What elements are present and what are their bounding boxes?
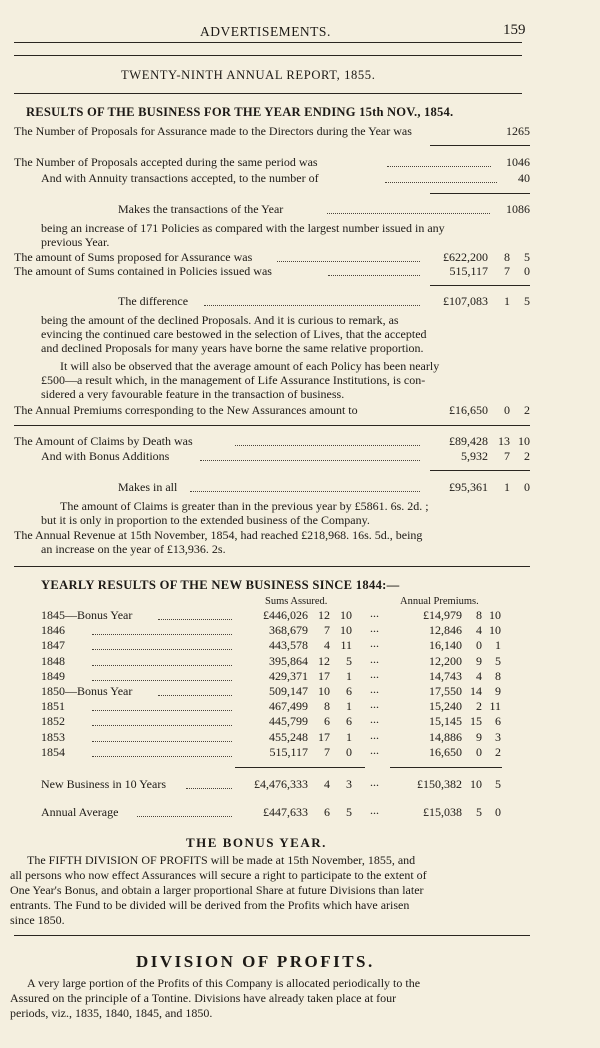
annuity-value: 40	[518, 171, 530, 185]
difference-pounds: £107,083	[443, 294, 488, 308]
average-para-line: It will also be observed that the average amount of each Policy has been nearly	[60, 359, 440, 373]
row-sums-shillings: 10	[318, 684, 330, 698]
row-premiums: 14,886	[429, 730, 462, 744]
ellipsis: ...	[370, 606, 379, 620]
claims-death-pence: 10	[518, 434, 530, 448]
average-para-line: sidered a very favourable feature in the transaction of business.	[41, 387, 345, 401]
transactions-value: 1086	[506, 202, 530, 216]
row-sums-shillings: 17	[318, 669, 330, 683]
row-sums-pence: 11	[340, 638, 352, 652]
leader-dots	[204, 305, 420, 306]
bonus-para-line: entrants. The Fund to be divided will be derived from the Profits which have arisen	[10, 898, 410, 912]
row-sums: 467,499	[269, 699, 308, 713]
revenue-para-line: an increase on the year of £13,936. 2s.	[41, 542, 226, 556]
leader-dots	[92, 649, 232, 650]
row-sums-shillings: 12	[318, 608, 330, 622]
row-prem-shillings: 4	[476, 669, 482, 683]
leader-dots	[92, 634, 232, 635]
row-year: 1846	[41, 623, 65, 637]
row-sums-pence: 5	[346, 654, 352, 668]
row-sums-shillings: 8	[324, 699, 330, 713]
sums-issued-label: The amount of Sums contained in Policies issued was	[14, 264, 272, 278]
leader-dots	[158, 619, 232, 620]
row-year: 1849	[41, 669, 65, 683]
division-para-line: A very large portion of the Profits of this Company is allocated periodically to the	[27, 976, 421, 990]
leader-dots	[92, 710, 232, 711]
difference-label: The difference	[118, 294, 189, 308]
row-prem-pence: 9	[495, 684, 501, 698]
annual-premiums-label: The Annual Premiums corresponding to the New Assurances amount to	[14, 403, 358, 417]
claims-death-shillings: 13	[498, 434, 510, 448]
sum-rule	[430, 285, 530, 286]
row-premiums: 12,846	[429, 623, 462, 637]
total-sums-s: 4	[324, 777, 330, 791]
average-prem-d: 0	[495, 805, 501, 819]
row-year: 1854	[41, 745, 65, 759]
row-sums-pence: 10	[340, 608, 352, 622]
row-prem-shillings: 0	[476, 638, 482, 652]
row-sums-shillings: 12	[318, 654, 330, 668]
sum-rule	[430, 145, 530, 146]
average-premiums: £15,038	[423, 805, 462, 819]
row-sums: 445,799	[269, 714, 308, 728]
bonus-additions-pence: 2	[524, 449, 530, 463]
row-sums: £446,026	[263, 608, 308, 622]
ellipsis: ...	[370, 667, 379, 681]
sums-proposed-pounds: £622,200	[443, 250, 488, 264]
sum-rule	[430, 193, 530, 194]
leader-dots	[92, 741, 232, 742]
row-sums: 509,147	[269, 684, 308, 698]
row-sums-shillings: 4	[324, 638, 330, 652]
leader-dots	[200, 460, 420, 461]
makes-in-all-shillings: 1	[504, 480, 510, 494]
ellipsis: ...	[370, 636, 379, 650]
section-rule	[14, 566, 530, 567]
difference-pence: 5	[524, 294, 530, 308]
row-sums-pence: 6	[346, 714, 352, 728]
bonus-additions-pounds: 5,932	[461, 449, 488, 463]
makes-in-all-label: Makes in all	[118, 480, 178, 494]
page-number: 159	[503, 22, 526, 38]
total-sums: £4,476,333	[254, 777, 308, 791]
row-prem-pence: 6	[495, 714, 501, 728]
leader-dots	[277, 261, 420, 262]
ellipsis: ...	[370, 712, 379, 726]
ellipsis: ...	[370, 775, 379, 789]
sums-issued-shillings: 7	[504, 264, 510, 278]
claims-death-pounds: £89,428	[449, 434, 488, 448]
row-prem-pence: 2	[495, 745, 501, 759]
row-sums: 368,679	[269, 623, 308, 637]
row-sums-pence: 6	[346, 684, 352, 698]
row-year: 1852	[41, 714, 65, 728]
row-sums-pence: 0	[346, 745, 352, 759]
average-sums: £447,633	[263, 805, 308, 819]
row-sums-shillings: 6	[324, 714, 330, 728]
total-label: New Business in 10 Years	[41, 777, 167, 791]
row-premiums: 14,743	[429, 669, 462, 683]
row-premiums: 15,240	[429, 699, 462, 713]
total-prem-s: 10	[470, 777, 482, 791]
bonus-para-line: all persons who now effect Assurances will secure a right to participate to the extent of	[10, 868, 427, 882]
proposals-accepted-label: The Number of Proposals accepted during the same period was	[14, 155, 318, 169]
row-prem-pence: 11	[489, 699, 501, 713]
section-rule	[14, 935, 530, 936]
average-sums-s: 6	[324, 805, 330, 819]
row-sums-shillings: 7	[324, 623, 330, 637]
claims-death-label: The Amount of Claims by Death was	[14, 434, 193, 448]
row-premiums: 17,550	[429, 684, 462, 698]
revenue-para-line: The Annual Revenue at 15th November, 1854, had reached £218,968. 16s. 5d., being	[14, 528, 423, 542]
declined-para-line: evincing the continued care bestowed in the selection of Lives, that the accepted	[41, 327, 427, 341]
average-prem-s: 5	[476, 805, 482, 819]
bonus-para-line: since 1850.	[10, 913, 65, 927]
row-prem-shillings: 14	[470, 684, 482, 698]
leader-dots	[92, 665, 232, 666]
leader-dots	[190, 491, 420, 492]
row-sums-pence: 1	[346, 730, 352, 744]
row-sums-shillings: 7	[324, 745, 330, 759]
row-prem-pence: 3	[495, 730, 501, 744]
average-sums-d: 5	[346, 805, 352, 819]
leader-dots	[387, 166, 491, 167]
results-heading: RESULTS OF THE BUSINESS FOR THE YEAR ENDING 15th NOV., 1854.	[26, 105, 454, 119]
row-premiums: 12,200	[429, 654, 462, 668]
header-rule	[14, 42, 522, 43]
bonus-additions-shillings: 7	[504, 449, 510, 463]
proposals-made-label: The Number of Proposals for Assurance made to the Directors during the Year was	[14, 124, 412, 138]
bonus-para-line: One Year's Bonus, and obtain a larger proportional Share at future Divisions than later	[10, 883, 424, 897]
row-premiums: 16,650	[429, 745, 462, 759]
declined-para-line: and declined Proposals for many years have borne the same relative proportion.	[41, 341, 424, 355]
col-sums-header: Sums Assured.	[265, 596, 328, 607]
declined-para-line: being the amount of the declined Proposals. And it is curious to remark, as	[41, 313, 399, 327]
sums-proposed-shillings: 8	[504, 250, 510, 264]
annuity-label: And with Annuity transactions accepted, to the number of	[41, 171, 319, 185]
sums-issued-pounds: 515,117	[449, 264, 488, 278]
total-premiums: £150,382	[417, 777, 462, 791]
row-sums-pence: 10	[340, 623, 352, 637]
annual-premiums-pounds: £16,650	[449, 403, 488, 417]
row-prem-shillings: 9	[476, 654, 482, 668]
division-para-line: Assured on the principle of a Tontine. Divisions have already taken place at four	[10, 991, 397, 1005]
leader-dots	[92, 680, 232, 681]
leader-dots	[92, 725, 232, 726]
row-premiums: 15,145	[429, 714, 462, 728]
increase-note-line: previous Year.	[41, 235, 110, 249]
sums-proposed-pence: 5	[524, 250, 530, 264]
leader-dots	[328, 275, 420, 276]
row-year: 1853	[41, 730, 65, 744]
sum-rule	[430, 470, 530, 471]
total-sums-d: 3	[346, 777, 352, 791]
transactions-label: Makes the transactions of the Year	[118, 202, 284, 216]
ellipsis: ...	[370, 621, 379, 635]
report-title: TWENTY-NINTH ANNUAL REPORT, 1855.	[121, 68, 376, 82]
leader-dots	[235, 445, 420, 446]
leader-dots	[385, 182, 497, 183]
claims-para-line: The amount of Claims is greater than in the previous year by £5861. 6s. 2d. ;	[60, 499, 429, 513]
row-prem-shillings: 2	[476, 699, 482, 713]
ellipsis: ...	[370, 682, 379, 696]
division-para-line: periods, viz., 1835, 1840, 1845, and 1850.	[10, 1006, 213, 1020]
row-prem-shillings: 0	[476, 745, 482, 759]
row-sums: 455,248	[269, 730, 308, 744]
row-prem-pence: 5	[495, 654, 501, 668]
sums-issued-pence: 0	[524, 264, 530, 278]
leader-dots	[327, 213, 490, 214]
row-sums-shillings: 17	[318, 730, 330, 744]
increase-note-line: being an increase of 171 Policies as compared with the largest number issued in any	[41, 221, 445, 235]
ellipsis: ...	[370, 652, 379, 666]
division-heading: DIVISION OF PROFITS.	[136, 952, 375, 971]
ellipsis: ...	[370, 697, 379, 711]
claims-para-line: but it is only in proportion to the extended business of the Company.	[41, 513, 370, 527]
row-sums: 395,864	[269, 654, 308, 668]
total-prem-d: 5	[495, 777, 501, 791]
total-rule	[235, 767, 365, 768]
row-year: 1851	[41, 699, 65, 713]
row-sums: 429,371	[269, 669, 308, 683]
annual-premiums-shillings: 0	[504, 403, 510, 417]
bonus-para-line: The FIFTH DIVISION OF PROFITS will be made at 15th November, 1855, and	[27, 853, 416, 867]
yearly-heading: YEARLY RESULTS OF THE NEW BUSINESS SINCE 1844:—	[41, 578, 400, 592]
row-premiums: 16,140	[429, 638, 462, 652]
row-sums-pence: 1	[346, 699, 352, 713]
row-premiums: £14,979	[423, 608, 462, 622]
row-prem-pence: 1	[495, 638, 501, 652]
ellipsis: ...	[370, 728, 379, 742]
header-rule-2	[14, 55, 522, 56]
bonus-additions-label: And with Bonus Additions	[41, 449, 170, 463]
average-para-line: £500—a result which, in the management of Life Assurance Institutions, is con-	[41, 373, 426, 387]
row-prem-pence: 10	[489, 623, 501, 637]
difference-shillings: 1	[504, 294, 510, 308]
bonus-heading: THE BONUS YEAR.	[186, 835, 327, 850]
total-rule	[390, 767, 502, 768]
row-prem-pence: 8	[495, 669, 501, 683]
makes-in-all-pounds: £95,361	[449, 480, 488, 494]
row-year: 1850—Bonus Year	[41, 684, 133, 698]
row-prem-shillings: 15	[470, 714, 482, 728]
leader-dots	[137, 816, 232, 817]
col-premiums-header: Annual Premiums.	[400, 596, 479, 607]
section-rule	[14, 425, 530, 426]
running-header: ADVERTISEMENTS.	[200, 24, 331, 39]
row-prem-pence: 10	[489, 608, 501, 622]
proposals-accepted-value: 1046	[506, 155, 530, 169]
sums-proposed-label: The amount of Sums proposed for Assurance was	[14, 250, 253, 264]
row-year: 1848	[41, 654, 65, 668]
ellipsis: ...	[370, 743, 379, 757]
row-year: 1845—Bonus Year	[41, 608, 133, 622]
row-year: 1847	[41, 638, 65, 652]
leader-dots	[158, 695, 232, 696]
row-prem-shillings: 8	[476, 608, 482, 622]
row-prem-shillings: 4	[476, 623, 482, 637]
ellipsis: ...	[370, 803, 379, 817]
leader-dots	[92, 756, 232, 757]
row-sums: 443,578	[269, 638, 308, 652]
annual-premiums-pence: 2	[524, 403, 530, 417]
row-sums-pence: 1	[346, 669, 352, 683]
average-label: Annual Average	[41, 805, 119, 819]
row-prem-shillings: 9	[476, 730, 482, 744]
proposals-made-value: 1265	[506, 124, 530, 138]
row-sums: 515,117	[269, 745, 308, 759]
title-rule	[14, 93, 522, 94]
makes-in-all-pence: 0	[524, 480, 530, 494]
